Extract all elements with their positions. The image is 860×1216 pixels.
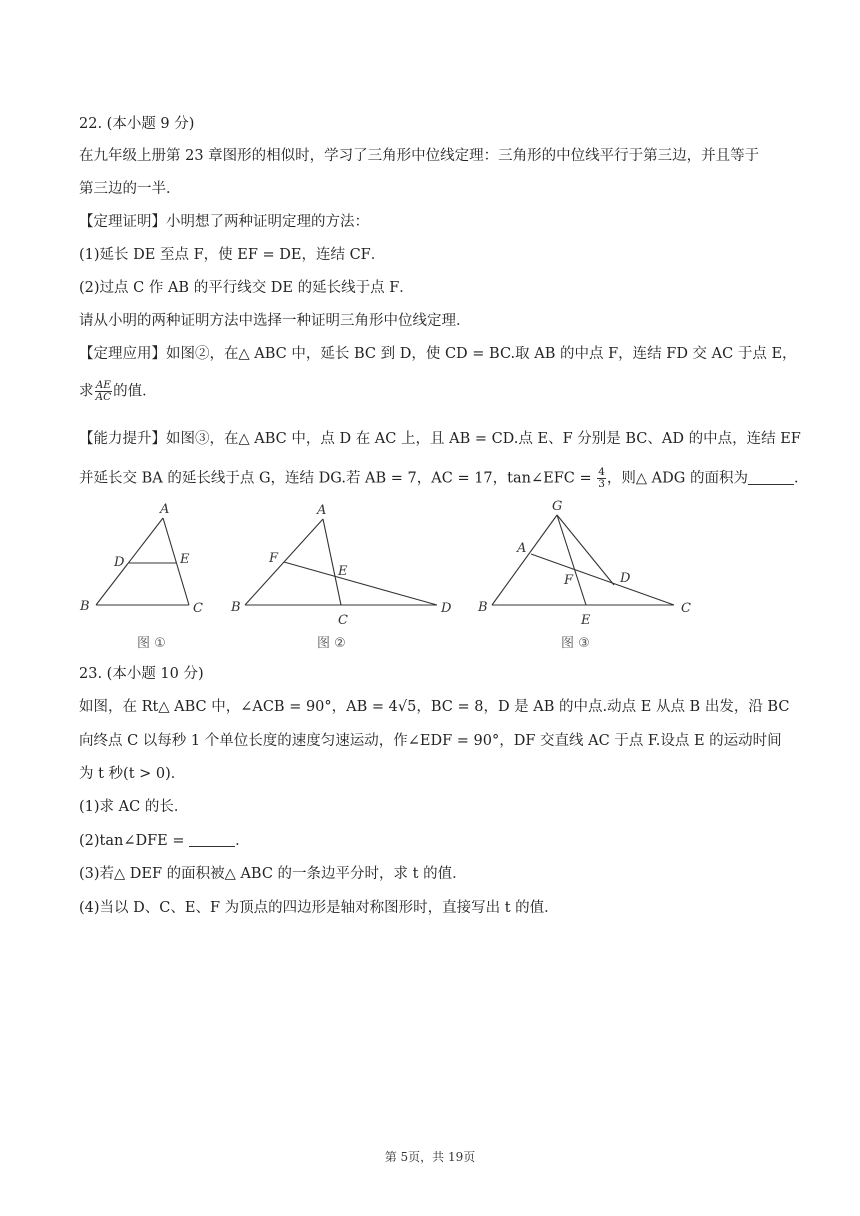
figure-3	[492, 515, 674, 605]
fig3-label-c: C	[681, 601, 691, 616]
fig3-label-e: E	[581, 613, 591, 628]
fig2-label-d: D	[441, 601, 452, 616]
fig2-side-ac	[323, 519, 341, 605]
fraction-numerator: AE	[95, 379, 111, 391]
ability-end: ．	[793, 470, 809, 487]
ability-text-part2: ，则△ ADG 的面积为	[606, 470, 748, 487]
q23-line3: 为 t 秒(t > 0)．	[79, 766, 186, 782]
application-text: 如图②，在△ ABC 中，延长 BC 到 D，使 CD = BC.取 AB 的中点 F，连结 FD 交 AC 于点 E，	[166, 346, 797, 362]
application-suffix: 的值．	[113, 383, 157, 400]
fig3-label-b: B	[478, 600, 488, 615]
fig3-label-a: A	[517, 541, 527, 556]
q23-heading: 23. (本小题 10 分)	[79, 666, 204, 682]
fraction-denominator: AC	[95, 391, 112, 403]
fraction-numerator: 4	[598, 466, 605, 478]
proof-text: 小明想了两种证明定理的方法：	[166, 214, 369, 230]
ability-text: 如图③，在△ ABC 中，点 D 在 AC 上，且 AB = CD.点 E、F 分别是 BC、AD 的中点，连结 EF	[166, 431, 801, 447]
fig2-label-e: E	[338, 564, 348, 579]
q23-part3: (3)若△ DEF 的面积被△ ABC 的一条边平分时，求 t 的值．	[79, 866, 467, 882]
q22-intro-line1: 在九年级上册第 23 章图形的相似时，学习了三角形中位线定理：三角形的中位线平行于第三边，并且等于	[79, 148, 760, 164]
fig3-side-ac	[531, 554, 674, 605]
part2-text: (2)tan∠DFE =	[79, 833, 190, 849]
q23-part2	[79, 831, 250, 851]
fig3-label-f: F	[564, 573, 574, 588]
q23-part1: (1)求 AC 的长．	[79, 799, 189, 815]
q23-line2: 向终点 C 以每秒 1 个单位长度的速度匀速运动，作∠EDF = 90°，DF 交直线 AC 于点 F.设点 E 的运动时间	[79, 733, 782, 749]
fig2-line-fd	[284, 562, 437, 605]
q22-heading: 22. (本小题 9 分)	[79, 116, 195, 132]
answer-blank[interactable]	[189, 832, 235, 847]
fig1-label-a: A	[160, 502, 170, 517]
q22-intro-line2: 第三边的一半．	[79, 181, 181, 197]
fig2-label-c: C	[338, 613, 348, 628]
q23-part4: (4)当以 D、C、E、F 为顶点的四边形是轴对称图形时，直接写出 t 的值．	[79, 900, 559, 916]
application-prefix: 求	[79, 383, 94, 400]
application-tag: 【定理应用】	[79, 346, 166, 362]
fig2-label-f: F	[269, 551, 279, 566]
fig1-label-e: E	[180, 552, 190, 567]
fig1-caption: 图 ①	[137, 636, 166, 651]
ability-tag: 【能力提升】	[79, 431, 166, 447]
part2-end: ．	[235, 833, 250, 849]
ability-text-part1: 并延长交 BA 的延长线于点 G，连结 DG.若 AB = 7，AC = 17，tan∠EFC =	[79, 470, 597, 487]
fig1-label-d: D	[114, 555, 125, 570]
fig3-label-g: G	[552, 499, 563, 514]
fig3-caption: 图 ③	[561, 636, 590, 651]
q22-choose: 请从小明的两种证明方法中选择一种证明三角形中位线定理．	[79, 313, 471, 329]
fig3-line-ge	[557, 515, 586, 605]
fig3-label-d: D	[620, 571, 631, 586]
fig1-label-c: C	[193, 601, 203, 616]
page-footer: 第 5页，共 19页	[384, 1150, 476, 1164]
fig2-caption: 图 ②	[317, 636, 346, 651]
q22-method1: (1)延长 DE 至点 F，使 EF = DE，连结 CF．	[79, 247, 386, 263]
figure-1	[96, 518, 189, 605]
q23-line1: 如图，在 Rt△ ABC 中，∠ACB = 90°，AB = 4√5，BC = 8，D 是 AB 的中点.动点 E 从点 B 出发，沿 BC	[79, 699, 790, 715]
fig2-label-b: B	[231, 600, 241, 615]
proof-tag: 【定理证明】	[79, 214, 166, 230]
q22-method2: (2)过点 C 作 AB 的平行线交 DE 的延长线于点 F．	[79, 280, 414, 296]
fig2-label-a: A	[317, 503, 327, 518]
fraction-denominator: 3	[598, 478, 605, 490]
fig1-label-b: B	[80, 599, 90, 614]
fig1-side-ab	[96, 518, 163, 605]
